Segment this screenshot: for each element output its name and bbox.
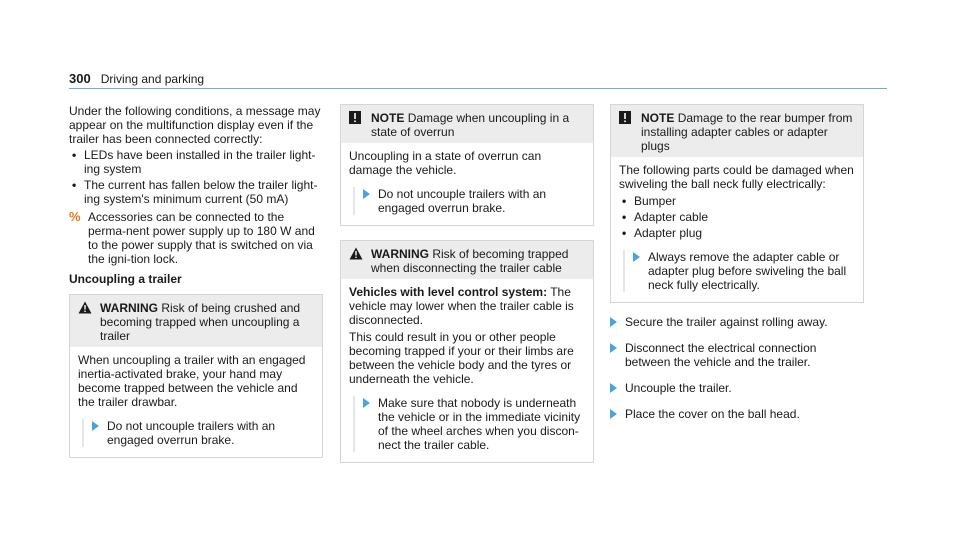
warning-title: Risk of being crushed and becoming trapped when uncoupling a trailer [100,301,301,343]
page-header [69,72,204,86]
warning-triangle-icon [349,247,363,275]
list-item: • Adapter cable [619,210,855,224]
action-arrow-icon [633,252,640,262]
hint-percent-icon: % [69,209,81,224]
column-2 [340,104,594,463]
warning-box [340,240,594,463]
note-title: Damage to the rear bumper from installing adapter cables or adapter plugs [641,111,853,153]
warning-header [70,295,322,347]
warning-text: This could result in you or other people becoming trapped if your or their limbs are between the vehicle body and the tyres or underneath the vehicle. [349,330,574,386]
note-title: Damage when uncoupling in a state of overrun [371,111,570,139]
step-item [610,381,864,395]
column-3 [610,104,864,421]
section-title: Driving and parking [100,72,205,86]
note-exclamation-icon [619,111,633,153]
step-text: Secure the trailer against rolling away. [625,315,828,329]
list-item: • LEDs have been installed in the trailer light-ing system [69,148,323,176]
intro-text: Under the following conditions, a message may appear on the multifunction display even if the trailer has been connected correctly: [69,104,321,146]
hint [69,210,323,266]
warning-label: WARNING [371,247,429,261]
action-step [82,419,314,447]
action-arrow-icon [92,421,99,431]
hint-text: Accessories can be connected to the perma-nent power supply up to 180 W and to the power supply that is switched on via the igni-tion lock. [88,210,315,266]
warning-lead: Vehicles with level control system: [349,285,548,299]
note-exclamation-icon [349,111,363,139]
list-item: • Bumper [619,194,855,208]
note-label: NOTE [371,111,405,125]
warning-lead-text: The vehicle may lower when the trailer cable is disconnected. [349,285,574,327]
parts-list [619,194,855,240]
note-text: The following parts could be damaged when swiveling the ball neck fully electrically: [619,163,854,191]
action-arrow-icon [610,317,617,327]
note-header [341,105,593,143]
action-text: Do not uncouple trailers with an engaged overrun brake. [378,187,547,215]
warning-title: Risk of becoming trapped when disconnecting the trailer cable [371,247,569,275]
note-text: Uncoupling in a state of overrun can damage the vehicle. [349,149,542,177]
list-item: • Adapter plug [619,226,855,240]
action-arrow-icon [610,383,617,393]
list-item: • The current has fallen below the trailer light-ing system's minimum current (50 mA) [69,178,323,206]
action-step [623,250,855,292]
note-box [340,104,594,226]
step-item [610,315,864,329]
column-1 [69,104,323,458]
warning-header [341,241,593,279]
note-header [611,105,863,157]
step-text: Place the cover on the ball head. [625,407,800,421]
page-number: 300 [69,71,91,86]
action-arrow-icon [363,189,370,199]
step-list [610,315,864,421]
action-arrow-icon [610,409,617,419]
warning-box [69,294,323,458]
action-step [353,396,585,452]
action-text: Always remove the adapter cable or adapter plug before swiveling the ball neck fully electrically. [648,250,847,292]
warning-text: When uncoupling a trailer with an engaged inertia-activated brake, your hand may become trapped between the vehicle and the trailer drawbar. [78,353,306,409]
action-step [353,187,585,215]
header-divider [69,88,887,89]
step-text: Uncouple the trailer. [625,381,732,395]
action-text: Do not uncouple trailers with an engaged overrun brake. [107,419,276,447]
note-box [610,104,864,303]
note-label: NOTE [641,111,675,125]
condition-list [69,148,323,206]
warning-label: WARNING [100,301,158,315]
action-arrow-icon [610,343,617,353]
action-arrow-icon [363,398,370,408]
step-item [610,407,864,421]
step-item [610,341,864,369]
step-text: Disconnect the electrical connection between the vehicle and the trailer. [625,341,817,369]
action-text: Make sure that nobody is underneath the vehicle or in the immediate vicinity of the wheel arches when you discon-nect the trailer cable. [378,396,581,452]
subheading-uncoupling: Uncoupling a trailer [69,272,182,286]
warning-triangle-icon [78,301,92,343]
